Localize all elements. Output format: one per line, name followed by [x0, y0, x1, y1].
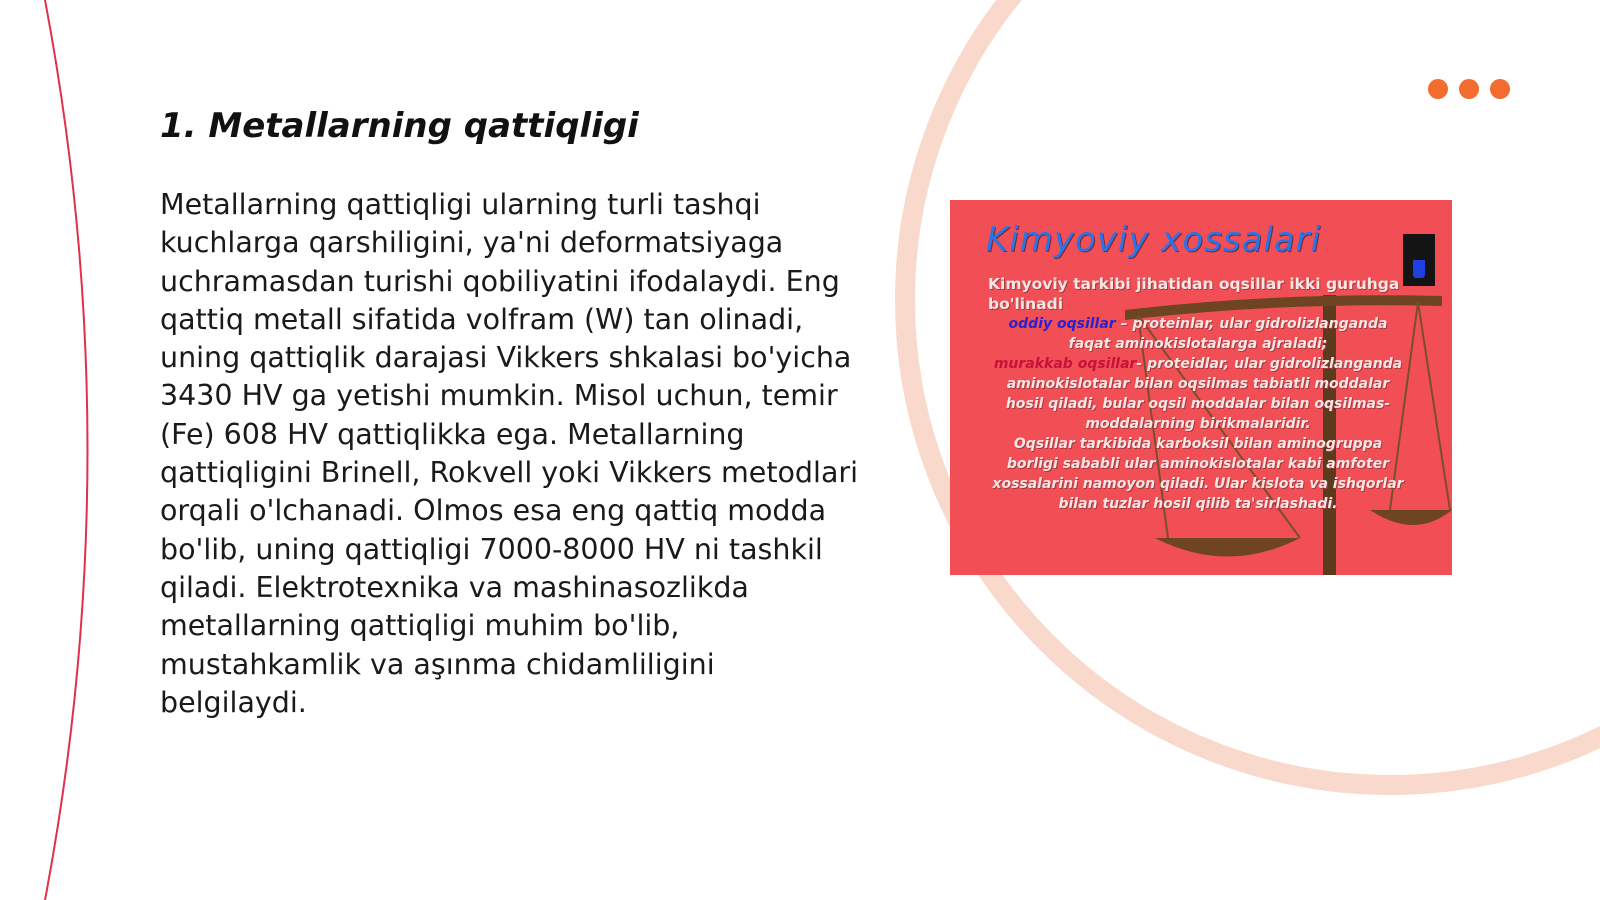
decor-dot [1490, 79, 1510, 99]
slide-title: 1. Metallarning qattiqligi [160, 106, 639, 146]
keyword-simple-proteins: oddiy oqsillar [1008, 316, 1116, 332]
picture-line-1 [988, 314, 1408, 354]
picture-line-3: Oqsillar tarkibida karboksil bilan aminogruppa borligi sababli ular aminokislotalar kabi amfoter xossalarini namoyon qiladi. Ular kislota va ishqorlar bilan tuzlar hosil qilib ta'sirlashadi. [992, 436, 1404, 512]
decor-dots [1428, 79, 1510, 99]
decor-dot [1459, 79, 1479, 99]
picture-text [988, 274, 1408, 514]
chemistry-picture [950, 200, 1452, 575]
keyword-complex-proteins: murakkab oqsillar [993, 356, 1137, 372]
picture-line-2-text: - proteidlar, ular gidrolizlanganda aminokislotalar bilan oqsilmas tabiatli moddalar hosil qiladi, bular oqsil moddalar bilan oqsilmas-moddalarning birikmalaridir. [1005, 356, 1403, 432]
decor-dot [1428, 79, 1448, 99]
picture-line-1-text: – proteinlar, ular gidrolizlanganda faqat aminokislotalarga ajraladi; [1068, 316, 1388, 352]
left-curve-line [45, 0, 88, 900]
picture-title: Kimyoviy xossalari [986, 220, 1322, 260]
slide-body-text: Metallarning qattiqligi ularning turli tashqi kuchlarga qarshiligini, ya'ni deformatsiyaga uchramasdan turishi qobiliyatini ifodalaydi. Eng qattiq metall sifatida volfram (W) tan olinadi, uning qattiqlik darajasi Vikkers shkalasi bo'yicha 3430 HV ga yetishi mumkin. Misol uchun, temir (Fe) 608 HV qattiqlikka ega. Metallarning qattiqligini Brinell, Rokvell yoki Vikkers metodlari orqali o'lchanadi. Olmos esa eng qattiq modda bo'lib, uning qattiqligi 7000-8000 HV ni tashkil qiladi. Elektrotexnika va mashinasozlikda metallarning qattiqligi muhim bo'lib, mustahkamlik va aşınma chidamliligini belgilaydi. [160, 188, 859, 719]
picture-intro: Kimyoviy tarkibi jihatidan oqsillar ikki guruhga bo'linadi [988, 275, 1400, 313]
picture-line-2 [988, 354, 1408, 434]
